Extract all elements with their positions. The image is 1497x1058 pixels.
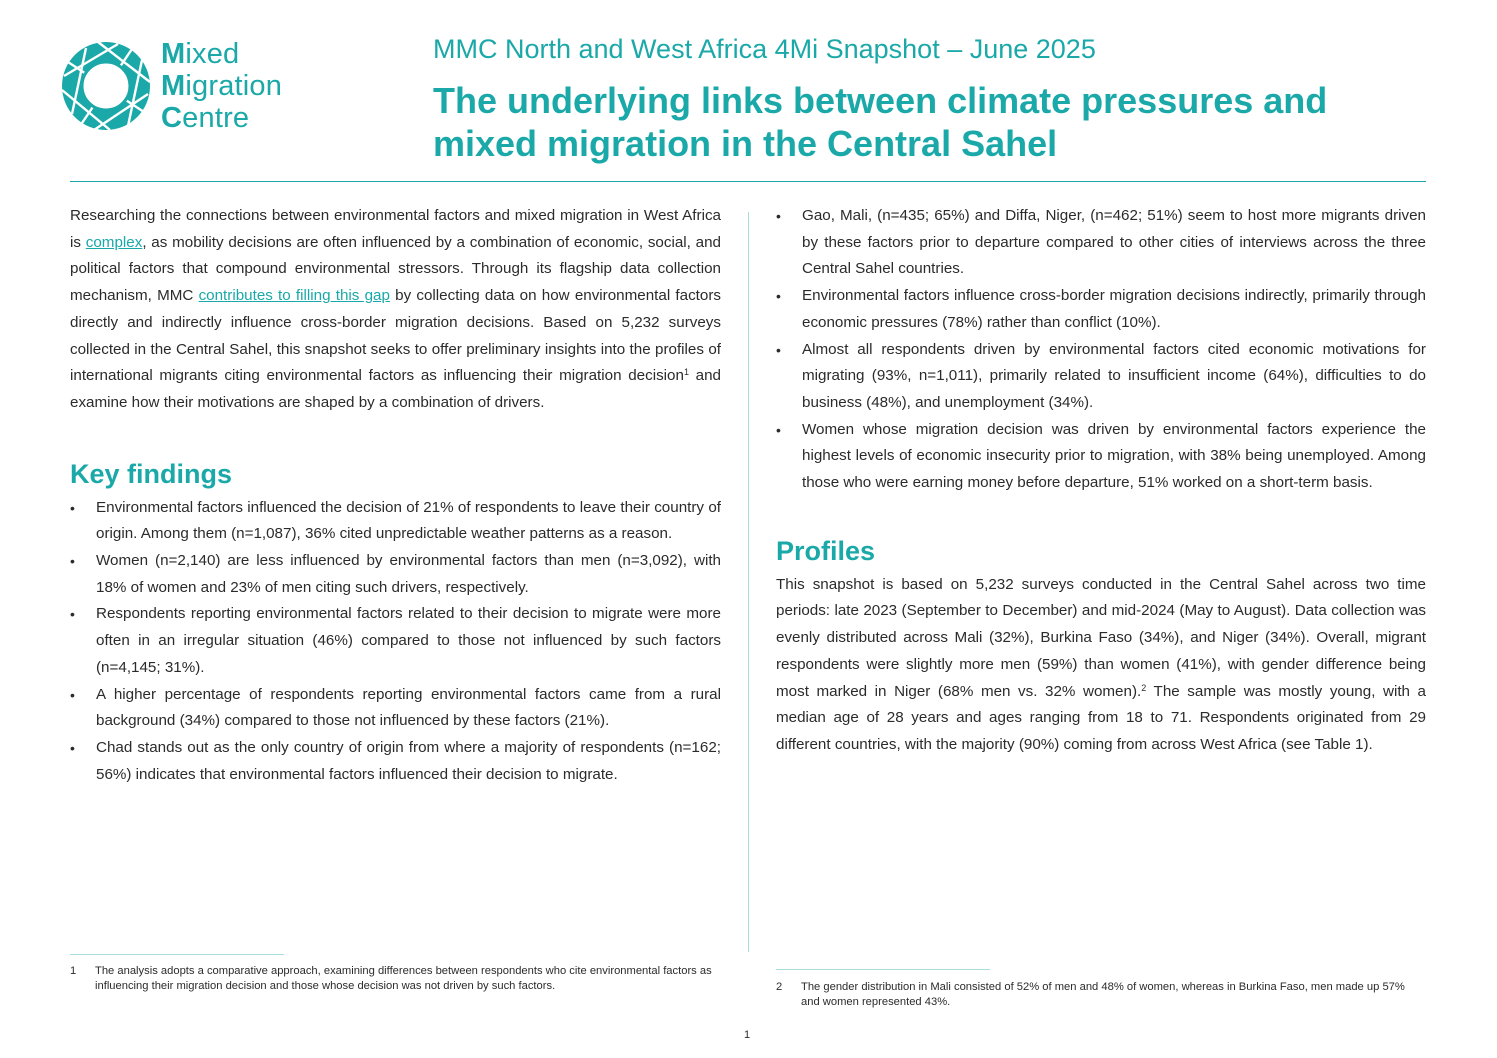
report-series-subtitle: MMC North and West Africa 4Mi Snapshot – June 2025 [433,34,1096,64]
footnote-rule [70,954,284,955]
page-title: The underlying links between climate pressures and mixed migration in the Central Sahel [433,80,1328,164]
profiles-paragraph [776,572,1426,759]
header-rule [70,181,1426,182]
list-item: • A higher percentage of respondents reporting environmental factors came from a rural background (34%) compared to those not influenced by these factors (21%). [70,682,721,735]
intro-text-4: and examine how their motivations are shaped by a combination of drivers. [70,367,721,411]
column-divider [748,212,749,952]
footnote-rule [776,969,990,970]
key-findings-list-continued [776,203,1426,497]
intro-paragraph [70,203,721,417]
logo-wordmark: Mixed Migration Centre [161,38,283,134]
list-item: • Women whose migration decision was driven by environmental factors experience the highest levels of economic insecurity prior to migration, with 38% being unemployed. Among those who were earning money before departure, 51% worked on a short-term basis. [776,417,1426,497]
intro-text-1: Researching the connections between environmental factors and mixed migration in West Africa is [70,207,721,251]
footnote-ref-2[interactable]: 2 [1141,682,1147,693]
profiles-text-2: The sample was mostly young, with a median age of 28 years and ages ranging from 18 to 71. Respondents originated from 29 different countries, with the majority (90%) coming from across West Africa (see Table 1). [776,682,1426,753]
contributes-link[interactable]: contributes to filling this gap [198,287,390,305]
profiles-text-1: This snapshot is based on 5,232 surveys conducted in the Central Sahel across two time periods: late 2023 (September to December) and mid-2024 (May to August). Data collection was evenly distributed across Mali (32%), Burkina Faso (34%), and Niger (34%). Overall, migrant respondents were slightly more men (59%) than women (41%), with gender difference being most marked in Niger (68% men vs. 32% women). [776,575,1426,700]
mmc-globe-icon [58,38,154,134]
left-column [70,203,721,788]
complex-link[interactable]: complex [85,233,143,251]
list-item: • Respondents reporting environmental factors related to their decision to migrate were more often in an irregular situation (46%) compared to those not influenced by such factors (n=4,145; 31%). [70,601,721,681]
footnote-ref-1[interactable]: 1 [683,367,689,378]
list-item: • Gao, Mali, (n=435; 65%) and Diffa, Niger, (n=462; 51%) seem to host more migrants driven by these factors prior to departure compared to other cities of interviews across the three Central Sahel countries. [776,203,1426,283]
profiles-heading: Profiles [776,535,876,566]
list-item: • Almost all respondents driven by environmental factors cited economic motivations for migrating (93%, n=1,011), primarily related to insufficient income (64%), difficulties to do business (48%), and unemployment (34%). [776,337,1426,417]
list-item: • Chad stands out as the only country of origin from where a majority of respondents (n=162; 56%) indicates that environmental factors influenced their decision to migrate. [70,735,721,788]
footnote-text: The analysis adopts a comparative approach, examining differences between respondents who cite environmental factors as influencing their migration decision and those whose decision was not driven by such factors. [95,965,712,992]
key-findings-list [70,495,721,789]
footnote-number: 1 [70,965,77,977]
list-item: • Environmental factors influenced the decision of 21% of respondents to leave their country of origin. Among them (n=1,087), 36% cited unpredictable weather patterns as a reason. [70,495,721,548]
key-findings-heading: Key findings [70,458,233,489]
footnote-number: 2 [776,981,783,993]
list-item: • Women (n=2,140) are less influenced by environmental factors than men (n=3,092), with 18% of women and 23% of men citing such drivers, respectively. [70,548,721,601]
mmc-logo [58,38,308,138]
page-number: 1 [744,1029,751,1041]
footnote-text: The gender distribution in Mali consisted of 52% of men and 48% of women, whereas in Burkina Faso, men made up 57% and women represented 43%. [801,981,1405,1008]
intro-text-3: by collecting data on how environmental factors directly and indirectly influence cross-border migration decisions. Based on 5,232 surveys collected in the Central Sahel, this snapshot seeks to offer preliminary insights into the profiles of international migrants citing environmental factors as influencing their migration decision [70,287,721,385]
right-column [776,203,1426,759]
intro-text-2: , as mobility decisions are often influenced by a combination of economic, social, and political factors that compound environmental stressors. Through its flagship data collection mechanism, MMC [70,233,721,305]
list-item: • Environmental factors influence cross-border migration decisions indirectly, primarily through economic pressures (78%) rather than conflict (10%). [776,283,1426,336]
